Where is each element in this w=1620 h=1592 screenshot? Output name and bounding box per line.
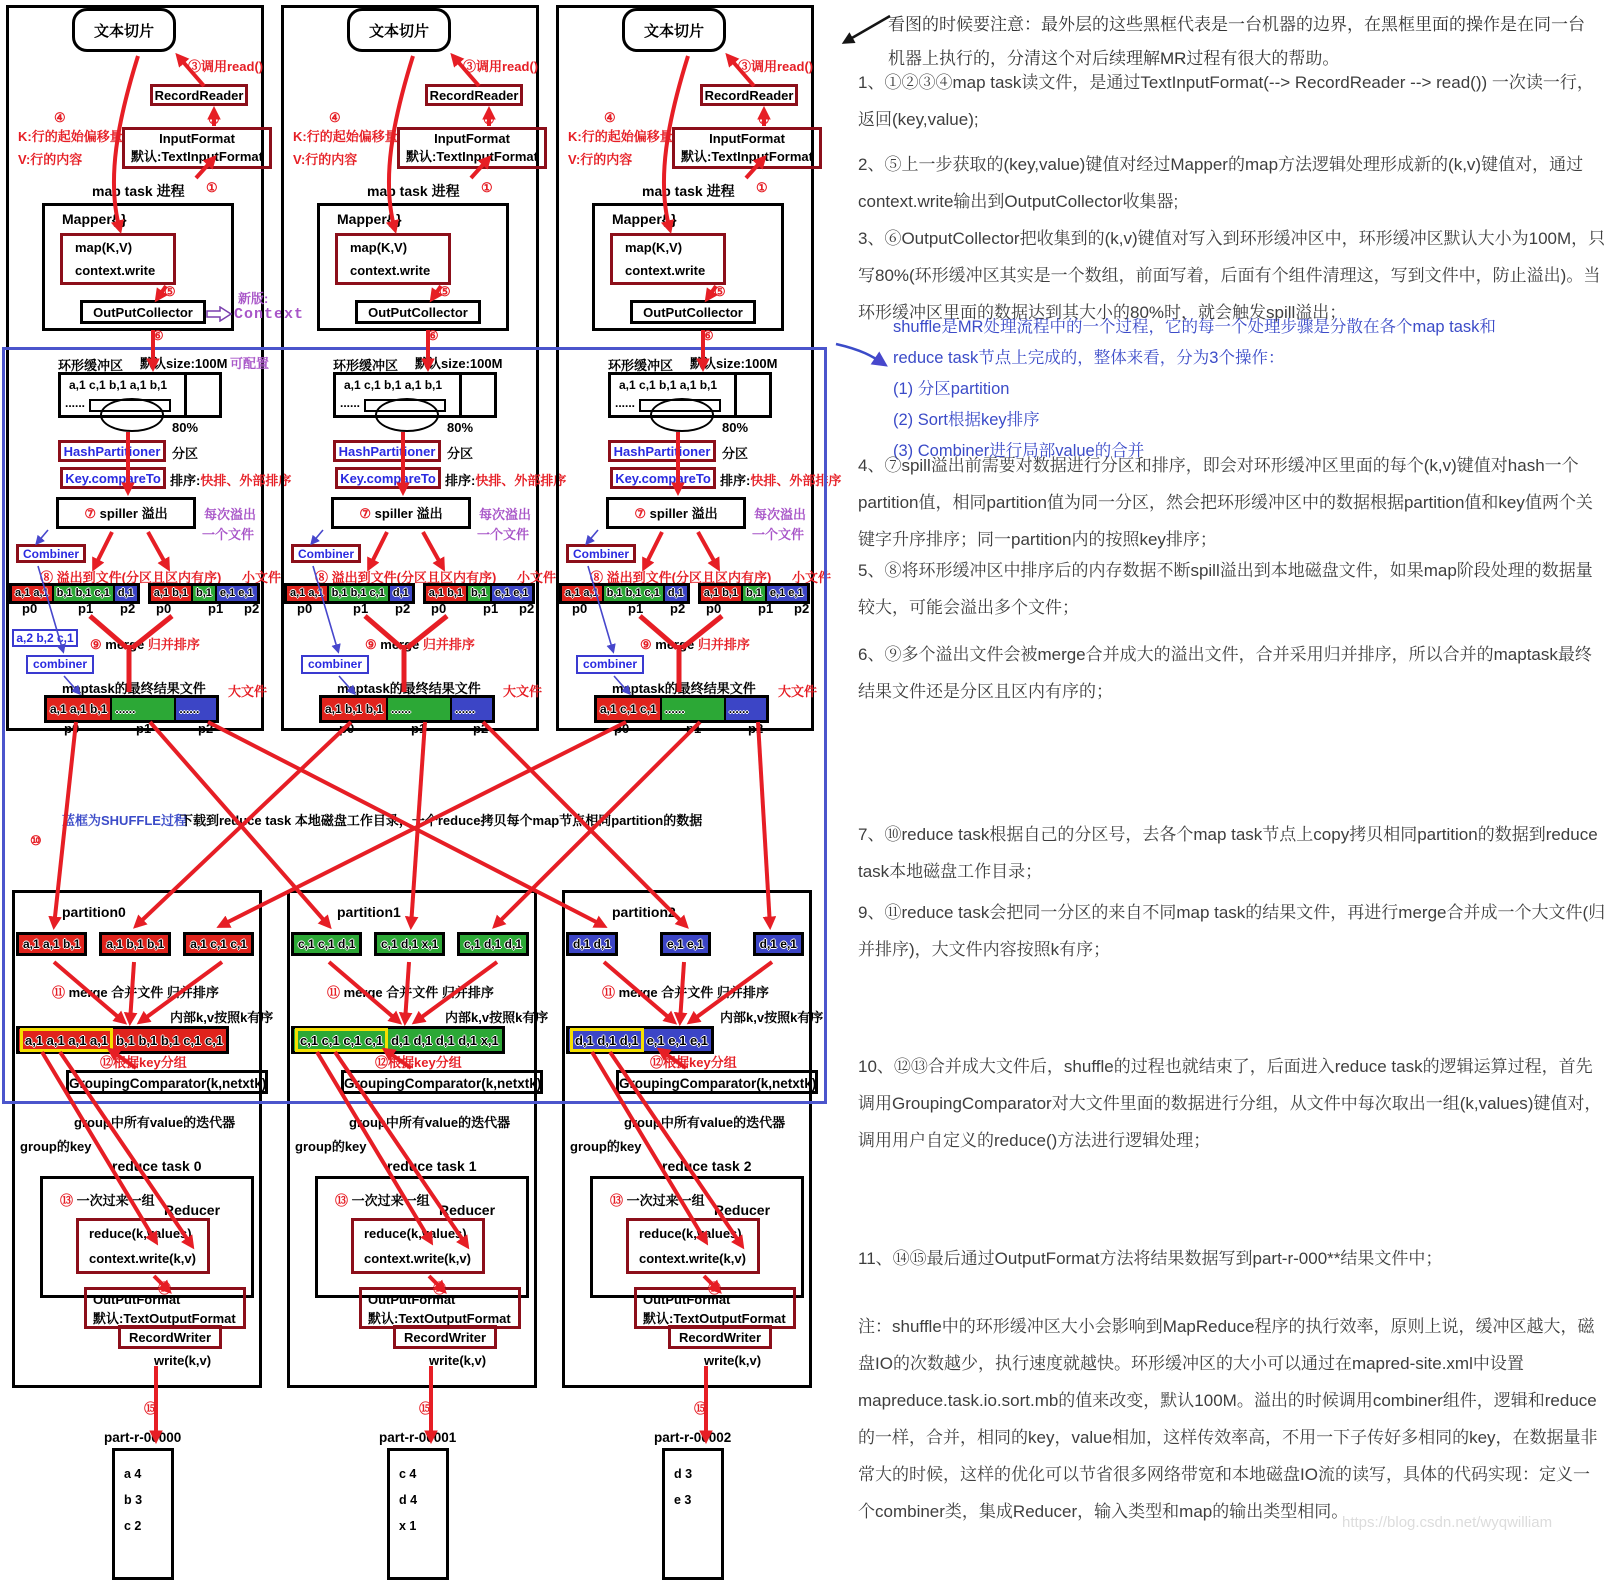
input-format-node [672,127,822,169]
map-kv-label: map(K,V) [75,240,133,255]
combiner-lc-node: combiner [26,655,94,674]
sort-label: 排序:快排、外部排序 [720,473,842,488]
key-compareto-node: Key.compareTo [60,467,166,489]
combiner-node: Combiner [16,544,86,563]
part-file-name: part-r-00001 [379,1430,457,1445]
output-format-line2: 默认:TextOutputFormat [643,1311,786,1326]
input-format-line1: InputFormat [434,131,510,146]
output-format-node [84,1287,246,1329]
final-p1: ...... [112,698,176,720]
spill2-p2: e,1 e,1 [767,586,807,601]
result-file [387,1448,449,1580]
partition-label: 分区 [447,446,474,461]
context-write-label: context.write [75,263,156,278]
small-file-label: 小文件 [517,570,557,585]
context-label: Context [234,306,305,323]
output-format-line1: OutPutFormat [93,1292,181,1307]
p2-label: p2 [670,601,686,616]
key-meaning-label: K:行的起始偏移量 [293,129,398,144]
output-format-node [634,1287,796,1329]
combiner-lc-node: combiner [576,655,644,674]
key-group-highlight: d,1 d,1 d,1 [570,1028,644,1052]
reduce-method-node [76,1218,210,1274]
step-1-badge: ① [756,180,768,195]
final-p0: a,1 b,1 b,1 [322,698,388,720]
merged-rest: b,1 b,1 b,1 c,1 c,1 [116,1032,224,1048]
group-by-key-label: ⑫根据key分组 [100,1055,187,1070]
context-write-label: context.write [350,263,431,278]
output-format-line1: OutPutFormat [368,1292,456,1307]
buffer-content: a,1 c,1 b,1 a,1 b,1 [344,378,443,392]
note-10: 10、⑫⑬合并成大文件后，shuffle的过程也就结束了，后面进入reduce task的逻辑运算过程，首先调用GroupingComparator对大文件里面的数据进行分组，从文件中每次取出一组(k,values)键值对，调用用户自定义的reduce()方法进行逻辑处理； [858,1057,1602,1150]
reduce-kv-label: reduce(k,values) [89,1226,192,1241]
one-group-label: ⑬ 一次过来一组 [60,1193,155,1208]
pct-80-label: 80% [722,420,749,435]
partition-file-3: d,1 e,1 [753,932,804,956]
note-11: 11、⑭⑮最后通过OutputFormat方法将结果数据写到part-r-000**结果文件中； [858,1249,1443,1268]
combiner-lc-node: combiner [301,655,369,674]
p0-label-2: p0 [706,601,722,616]
map-method-node [60,233,176,285]
p1-label-2: p1 [758,601,774,616]
final-p1-label: p1 [411,721,427,736]
partition-label: 分区 [172,446,199,461]
record-writer-node: RecordWriter [118,1325,222,1349]
p2-label-2: p2 [244,601,260,616]
hash-partitioner-node: HashPartitioner [333,440,441,462]
buffer-dots: ...... [615,396,636,410]
spill2-p0: a,1 b,1 [701,586,743,601]
buffer-size-label: 默认size:100M [140,356,228,371]
group-by-key-label: ⑫根据key分组 [650,1055,737,1070]
result-line-1: c 4 [399,1467,417,1481]
p0-label-2: p0 [156,601,172,616]
final-p0-label: p0 [339,721,355,736]
key-meaning-label: K:行的起始偏移量 [18,129,123,144]
final-p0: a,1 c,1 c,1 [597,698,662,720]
step-5-badge: ⑤ [439,284,451,299]
final-p1: ...... [388,698,452,720]
group-iterator-label: group中所有value的迭代器 [74,1115,236,1130]
configurable-label: 可配置 [230,356,270,371]
partition-file-2: a,1 b,1 b,1 [99,932,171,956]
buffer-dots: ...... [340,396,361,410]
partition-file-1: a,1 a,1 b,1 [16,932,87,956]
step-2-badge: ② [208,112,220,127]
grouping-comparator-node: GroupingComparator(k,netxtk) [341,1070,543,1094]
text-slice-node: 文本切片 [72,8,176,52]
reducer-label: Reducer [164,1202,221,1218]
final-p2: ...... [726,698,766,720]
key-group-highlight: c,1 c,1 c,1 c,1 [295,1028,388,1052]
final-p0-label: p0 [64,721,80,736]
spill2-p1: b,1 [468,586,492,601]
inner-sorted-label: 内部k,v按照k有序 [170,1010,274,1025]
note-3: 3、⑥OutputCollector把收集到的(k,v)键值对写入到环形缓冲区中，环形缓冲区默认大小为100M，只写80%(环形缓冲区其实是一个数组，前面写着，后面有个组件清理这，写到文件中，防止溢出)。当环形缓冲区里面的数据达到其大小的80%时，就会触发spill溢出； [858,229,1606,322]
spill-note-2: 一个文件 [477,527,530,542]
buffer-size-label: 默认size:100M [415,356,503,371]
shuffle-note-item-2: (2) Sort根据key排序 [893,411,1040,429]
pct-80-label: 80% [172,420,199,435]
maptask-final-label: maptask的最终结果文件 [337,681,481,696]
small-file-label: 小文件 [792,570,832,585]
one-group-label: ⑬ 一次过来一组 [610,1193,705,1208]
step-5-badge: ⑤ [164,284,176,299]
output-format-line2: 默认:TextOutputFormat [368,1311,511,1326]
combiner-node: Combiner [291,544,361,563]
merge-11-label: ⑪ merge 合并文件 归并排序 [327,985,494,1000]
big-file-label: 大文件 [778,684,818,699]
ring-buffer-label: 环形缓冲区 [333,358,399,373]
spill2-p0: a,1 b,1 [151,586,193,601]
spill1-p2: d,1 [390,586,412,601]
combiner-node: Combiner [566,544,636,563]
final-p2-label: p2 [198,721,214,736]
one-group-label: ⑬ 一次过来一组 [335,1193,430,1208]
shuffle-region-label: 蓝框为SHUFFLE过程 [62,813,187,828]
output-collector-node: OutPutCollector [355,300,481,324]
step-4-badge: ④ [604,110,616,125]
final-p2: ...... [176,698,216,720]
partition-title: partition0 [62,904,126,920]
step-4-badge: ④ [54,110,66,125]
p2-label: p2 [395,601,411,616]
spiller-node: ⑦ spiller 溢出 [56,497,196,529]
step-14-badge: ⑭ [433,1281,447,1296]
spill2-p2: e,1 e,1 [492,586,532,601]
group-key-label: group的key [295,1139,367,1154]
text-slice-node: 文本切片 [622,8,726,52]
result-line-3: c 2 [124,1519,142,1533]
spill1-p0: a,1 a,1 [562,586,604,601]
step-5-badge: ⑤ [714,284,726,299]
record-reader-node: RecordReader [425,84,523,106]
input-format-line1: InputFormat [159,131,235,146]
mapper-label: Mapper{ } [337,211,402,227]
spill-note-2: 一个文件 [202,527,255,542]
step-6-badge: ⑥ [152,328,164,343]
step-4-badge: ④ [329,110,341,125]
input-format-line2: 默认:TextInputFormat [131,149,263,164]
step-10-badge: ⑩ [30,833,42,848]
map-method-node [610,233,726,285]
group-by-key-label: ⑫根据key分组 [375,1055,462,1070]
merge-9-label: ⑨ merge 归并排序 [365,637,475,652]
input-format-node [122,127,272,169]
value-meaning-label: V:行的内容 [293,152,358,167]
result-line-2: e 3 [674,1493,692,1507]
part-file-name: part-r-00000 [104,1430,182,1445]
record-reader-node: RecordReader [700,84,798,106]
maptask-final-label: maptask的最终结果文件 [62,681,206,696]
merge-9-label: ⑨ merge 归并排序 [90,637,200,652]
partition-file-1: c,1 c,1 d,1 [291,932,362,956]
map-kv-label: map(K,V) [625,240,683,255]
call-read-label: ③调用read() [463,59,539,74]
grouping-comparator-node: GroupingComparator(k,netxtk) [616,1070,818,1094]
top-annotation: 看图的时候要注意：最外层的这些黑框代表是一台机器的边界，在黑框里面的操作是在同一台机器上执行的，分清这个对后续理解MR过程有很大的帮助。 [888,15,1585,68]
sort-label: 排序:快排、外部排序 [170,473,292,488]
shuffle-note-arrow [836,344,884,364]
spill-to-file-label: ⑧ 溢出到文件(分区且区内有序) [590,570,772,585]
part-file-name: part-r-00002 [654,1430,732,1445]
input-format-line2: 默认:TextInputFormat [681,149,813,164]
result-line-1: d 3 [674,1467,693,1481]
result-file [112,1448,174,1580]
p1-label: p1 [353,601,369,616]
spill2-p2: e,1 e,1 [217,586,257,601]
shuffle-note-item-1: (1) 分区partition [893,380,1010,398]
p1-label: p1 [78,601,94,616]
value-meaning-label: V:行的内容 [18,152,83,167]
partition-file-3: c,1 d,1 d,1 [457,932,529,956]
map-task-process-label: map task 进程 [367,183,460,199]
output-collector-node: OutPutCollector [630,300,756,324]
group-iterator-label: group中所有value的迭代器 [349,1115,511,1130]
shuffle-note-intro: shuffle是MR处理流程中的一个过程，它的每一个处理步骤是分散在各个map task和reduce task节点上完成的，整体来看，分为3个操作： [893,318,1496,367]
group-key-label: group的key [20,1139,92,1154]
spill-note-1: 每次溢出 [479,507,532,522]
record-writer-node: RecordWriter [668,1325,772,1349]
step-15-badge: ⑮ [419,1401,433,1416]
watermark: https://blog.csdn.net/wyqwilliam [1342,1514,1553,1531]
shuffle-region-border [2,347,827,1104]
note-5: 5、⑧将环形缓冲区中排序后的内存数据不断spill溢出到本地磁盘文件，如果map阶段处理的数据量较大，可能会溢出多个文件； [858,561,1593,617]
group-iterator-label: group中所有value的迭代器 [624,1115,786,1130]
merge-11-label: ⑪ merge 合并文件 归并排序 [602,985,769,1000]
step-6-badge: ⑥ [702,328,714,343]
result-line-3: x 1 [399,1519,417,1533]
step-15-badge: ⑮ [144,1401,158,1416]
spill1-p1: b,1 b,1 c,1 [329,586,390,601]
p0-label: p0 [572,601,588,616]
grouping-comparator-node: GroupingComparator(k,netxtk) [66,1070,268,1094]
spill-note-1: 每次溢出 [204,507,257,522]
partition-title: partition2 [612,904,676,920]
inner-sorted-label: 内部k,v按照k有序 [720,1010,824,1025]
output-format-line2: 默认:TextOutputFormat [93,1311,236,1326]
merged-rest: e,1 e,1 e,1 [646,1032,709,1048]
p1-label-2: p1 [208,601,224,616]
ring-buffer-label: 环形缓冲区 [608,358,674,373]
new-version-label: 新版: [238,291,269,306]
final-p1: ...... [662,698,726,720]
final-p0: a,1 a,1 b,1 [47,698,112,720]
context-write-kv-label: context.write(k,v) [364,1251,471,1266]
merge-9-label: ⑨ merge 归并排序 [640,637,750,652]
reducer-label: Reducer [714,1202,771,1218]
spill-to-file-label: ⑧ 溢出到文件(分区且区内有序) [40,570,222,585]
spill1-p0: a,1 a,1 [287,586,329,601]
hash-partitioner-node: HashPartitioner [58,440,166,462]
spill-note-1: 每次溢出 [754,507,807,522]
shuffle-note-item-3: (3) Combiner进行局部value的合并 [893,442,1145,460]
partition-file-1: d,1 d,1 [566,932,618,956]
big-file-label: 大文件 [503,684,543,699]
note-remark: 注：shuffle中的环形缓冲区大小会影响到MapReduce程序的执行效率，原则上说，缓冲区越大，磁盘IO的次数越少，执行速度就越快。环形缓冲区的大小可以通过在mapred-site.xml中设置mapreduce.task.io.sort.mb的值来改变，默认100M。溢出的时候调用combiner组件，逻辑和reduce的一样，合并，相同的key，value相加，这样传效率高，不用一下子传好多相同的key，在数据量非常大的时候，这样的优化可以节省很多网络带宽和本地磁盘IO流的读写，具体的代码实现：定义一个combiner类，集成Reducer，输入类型和map的输出类型相同。 [858,1317,1598,1521]
write-kv-label: write(k,v) [429,1353,487,1368]
map-method-node [335,233,451,285]
big-file-label: 大文件 [228,684,268,699]
note-7: 7、⑩reduce task根据自己的分区号，去各个map task节点上copy拷贝相同partition的数据到reduce task本地磁盘工作目录； [858,825,1598,881]
input-format-node [397,127,547,169]
key-group-highlight: a,1 a,1 a,1 a,1 [20,1028,113,1052]
p2-label-2: p2 [519,601,535,616]
spill1-p2: d,1 [665,586,687,601]
reduce-kv-label: reduce(k,values) [364,1226,467,1241]
final-p0-label: p0 [614,721,630,736]
input-format-line2: 默认:TextInputFormat [406,149,538,164]
output-format-line1: OutPutFormat [643,1292,731,1307]
ring-buffer-label: 环形缓冲区 [58,358,124,373]
note-9: 9、⑪reduce task会把同一分区的来自不同map task的结果文件，再进行merge合并成一个大文件(归并排序)，大文件内容按照k有序； [858,903,1606,959]
buffer-content: a,1 c,1 b,1 a,1 b,1 [69,378,168,392]
call-read-label: ③调用read() [188,59,264,74]
note-6: 6、⑨多个溢出文件会被merge合并成大的溢出文件，合并采用归并排序，所以合并的maptask最终结果文件还是分区且区内有序的； [858,645,1592,701]
partition-title: partition1 [337,904,401,920]
p2-label-2: p2 [794,601,810,616]
record-reader-node: RecordReader [150,84,248,106]
spill1-p1: b,1 b,1 c,1 [54,586,115,601]
step-2-badge: ② [758,112,770,127]
step-14-badge: ⑭ [158,1281,172,1296]
result-line-2: b 3 [124,1493,143,1507]
step-6-badge: ⑥ [427,328,439,343]
hash-partitioner-node: HashPartitioner [608,440,716,462]
step-1-badge: ① [206,180,218,195]
context-write-label: context.write [625,263,706,278]
spill1-p1: b,1 b,1 c,1 [604,586,665,601]
mapper-label: Mapper{ } [62,211,127,227]
text-slice-node: 文本切片 [347,8,451,52]
note-2: 2、⑤上一步获取的(key,value)键值对经过Mapper的map方法逻辑处理形成新的(k,v)键值对，通过context.write输出到OutputCollector收集器; [858,155,1584,211]
result-line-2: d 4 [399,1493,418,1507]
step-1-badge: ① [481,180,493,195]
partition-label: 分区 [722,446,749,461]
final-p2-label: p2 [473,721,489,736]
final-p1-label: p1 [136,721,152,736]
input-format-line1: InputFormat [709,131,785,146]
spiller-node: ⑦ spiller 溢出 [331,497,471,529]
context-write-kv-label: context.write(k,v) [89,1251,196,1266]
p0-label-2: p0 [431,601,447,616]
p1-label-2: p1 [483,601,499,616]
spiller-node: ⑦ spiller 溢出 [606,497,746,529]
context-arrow-icon [206,306,232,322]
small-file-label: 小文件 [242,570,282,585]
value-meaning-label: V:行的内容 [568,152,633,167]
record-writer-node: RecordWriter [393,1325,497,1349]
spill2-p1: b,1 [193,586,217,601]
map-kv-label: map(K,V) [350,240,408,255]
buffer-content: a,1 c,1 b,1 a,1 b,1 [619,378,718,392]
p2-label: p2 [120,601,136,616]
context-write-kv-label: context.write(k,v) [639,1251,746,1266]
spill2-p0: a,1 b,1 [426,586,468,601]
step-14-badge: ⑭ [708,1281,722,1296]
note-1: 1、①②③④map task读文件，是通过TextInputFormat(--> RecordReader --> read()) 一次读一行，返回(key,value); [858,73,1594,129]
output-format-node [359,1287,521,1329]
reduce-task-label: reduce task 1 [387,1158,477,1174]
result-line-1: a 4 [124,1467,142,1481]
final-p2: ...... [452,698,492,720]
p0-label: p0 [297,601,313,616]
step-2-badge: ② [483,112,495,127]
reduce-task-label: reduce task 2 [662,1158,752,1174]
merge-11-label: ⑪ merge 合并文件 归并排序 [52,985,219,1000]
combined-kv-node: a,2 b,2 c,1 [12,629,78,647]
partition-file-2: c,1 d,1 x,1 [374,932,445,956]
shuffle-copy-desc: 下载到reduce task 本地磁盘工作目录，一个reduce拷贝每个map节点相同partition的数据 [180,813,703,828]
write-kv-label: write(k,v) [154,1353,212,1368]
group-key-label: group的key [570,1139,642,1154]
partition-file-3: a,1 c,1 c,1 [183,932,254,956]
pct-80-label: 80% [447,420,474,435]
annotation-arrow [845,16,890,42]
spill-note-2: 一个文件 [752,527,805,542]
mapper-label: Mapper{ } [612,211,677,227]
maptask-final-label: maptask的最终结果文件 [612,681,756,696]
spill2-p1: b,1 [743,586,767,601]
key-compareto-node: Key.compareTo [610,467,716,489]
result-file [662,1448,724,1580]
key-meaning-label: K:行的起始偏移量 [568,129,673,144]
buffer-size-label: 默认size:100M [690,356,778,371]
spill1-p0: a,1 a,1 [12,586,54,601]
map-task-process-label: map task 进程 [92,183,185,199]
reducer-label: Reducer [439,1202,496,1218]
output-collector-node: OutPutCollector [80,300,206,324]
reduce-task-label: reduce task 0 [112,1158,202,1174]
partition-file-2: e,1 e,1 [660,932,711,956]
p0-label: p0 [22,601,38,616]
final-p1-label: p1 [686,721,702,736]
step-15-badge: ⑮ [694,1401,708,1416]
call-read-label: ③调用read() [738,59,814,74]
shuffle-blue-note [893,312,1543,467]
merged-rest: d,1 d,1 d,1 d,1 x,1 [391,1032,499,1048]
final-p2-label: p2 [748,721,764,736]
reduce-method-node [351,1218,485,1274]
spill-to-file-label: ⑧ 溢出到文件(分区且区内有序) [315,570,497,585]
reduce-kv-label: reduce(k,values) [639,1226,742,1241]
sort-label: 排序:快排、外部排序 [445,473,567,488]
p1-label: p1 [628,601,644,616]
inner-sorted-label: 内部k,v按照k有序 [445,1010,549,1025]
result-line-3 [665,1513,721,1539]
reduce-method-node [626,1218,760,1274]
buffer-dots: ...... [65,396,86,410]
spill1-p2: d,1 [115,586,137,601]
write-kv-label: write(k,v) [704,1353,762,1368]
key-compareto-node: Key.compareTo [335,467,441,489]
map-task-process-label: map task 进程 [642,183,735,199]
note-4: 4、⑦spill溢出前需要对数据进行分区和排序，即会对环形缓冲区里面的每个(k,v)键值对hash一个partition值，相同partition值为同一分区，然会把环形缓冲区中的数据根据partition值和key值两个关键字升序排序；同一partition内的按照key排序； [858,456,1593,549]
